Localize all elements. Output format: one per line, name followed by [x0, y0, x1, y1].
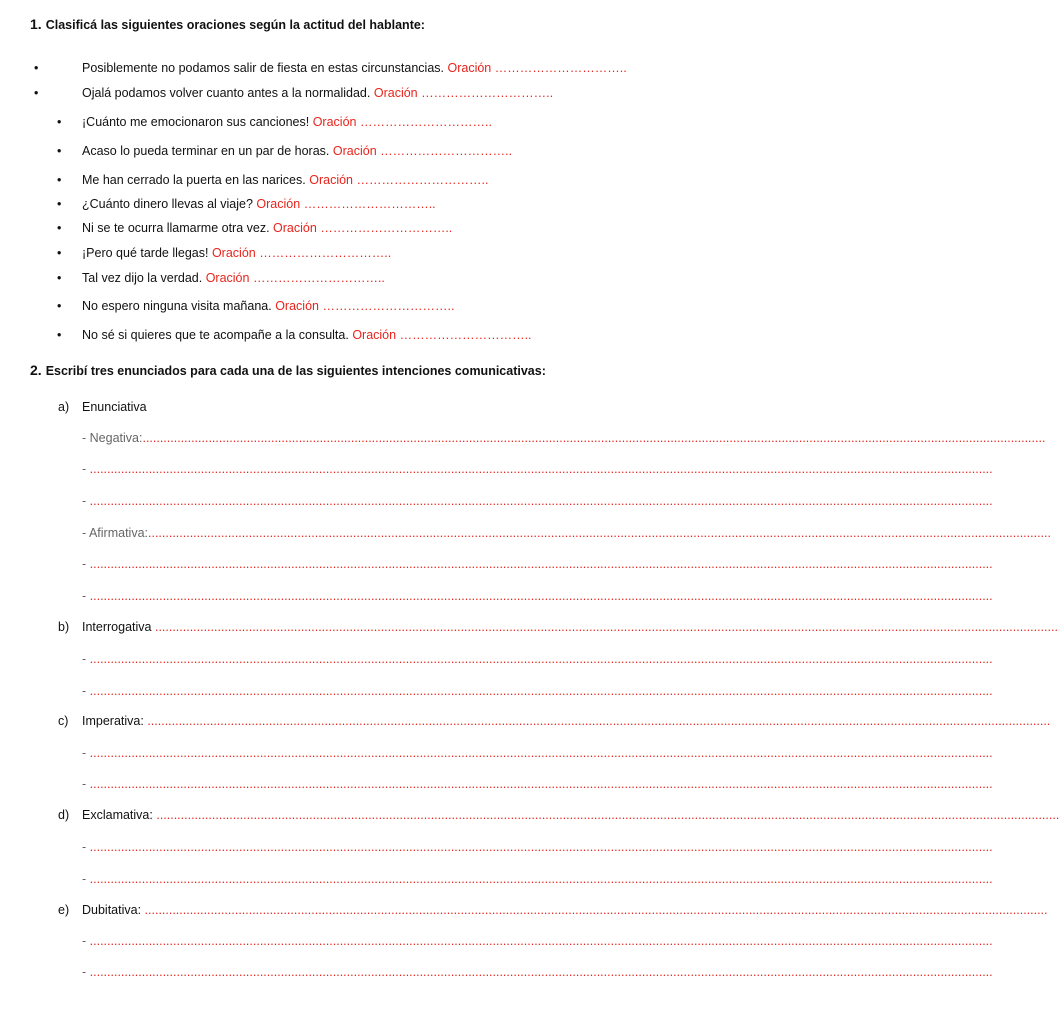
bullet-marker: • [34, 61, 39, 75]
sublabel-afirmativa: Afirmativa: [88, 526, 149, 540]
answer-line[interactable] [82, 777, 993, 791]
sentence-text: Posiblemente no podamos salir de fiesta en estas circunstancias. [82, 61, 444, 75]
sentence-text: No espero ninguna visita mañana. [82, 299, 272, 313]
answer-blank[interactable]: ………………………….. [322, 299, 455, 313]
sentence-text: Ojalá podamos volver cuanto antes a la normalidad. [82, 86, 371, 100]
dash: - [82, 872, 87, 886]
sentence-text: Acaso lo pueda terminar en un par de horas. [82, 144, 330, 158]
answer-blank[interactable]: ………………………….. [320, 221, 453, 235]
answer-blank[interactable]: ………………………….. [380, 144, 513, 158]
answer-label: Oración [273, 221, 317, 235]
answer-line-negativa[interactable] [82, 431, 1046, 445]
section-1-number: 1. [30, 16, 42, 32]
answer-label: Oración [373, 86, 418, 100]
dotted-blank: .................................................................................................................................................................................................................................................................... [144, 903, 1048, 917]
sentence-text: Tal vez dijo la verdad. [82, 271, 203, 285]
sentence-item [82, 61, 627, 75]
category-letter: b) [58, 620, 70, 634]
sentence-text: No sé si quieres que te acompañe a la consulta. [82, 328, 349, 342]
category-label: Exclamativa: [82, 808, 153, 822]
answer-label: Oración [332, 144, 377, 158]
dash: - [82, 840, 87, 854]
section-2-heading [30, 362, 546, 378]
sentence-text: ¿Cuánto dinero llevas al viaje? [82, 197, 253, 211]
dotted-blank: .................................................................................................................................................................................................................................................................... [148, 526, 1051, 540]
bullet-marker: • [57, 173, 62, 187]
answer-blank[interactable]: ………………………….. [359, 115, 492, 129]
answer-line[interactable] [82, 589, 993, 603]
category-label: Enunciativa [82, 400, 147, 414]
dash: - [82, 934, 87, 948]
dotted-blank: .................................................................................................................................................................................................................................................................... [142, 431, 1046, 445]
bullet-marker: • [57, 299, 62, 313]
category-enunciativa [58, 400, 147, 414]
dotted-blank: .................................................................................................................................................................................................................................................................... [89, 557, 993, 571]
dotted-blank: .................................................................................................................................................................................................................................................................... [89, 684, 993, 698]
dotted-blank: .................................................................................................................................................................................................................................................................... [89, 589, 993, 603]
dotted-blank: .................................................................................................................................................................................................................................................................... [89, 872, 993, 886]
bullet-marker: • [57, 246, 62, 260]
dotted-blank: .................................................................................................................................................................................................................................................................... [89, 494, 993, 508]
answer-line[interactable] [82, 462, 993, 476]
bullet-marker: • [57, 271, 62, 285]
sentence-item [82, 328, 532, 342]
dash: - [82, 526, 87, 540]
answer-line[interactable] [82, 684, 993, 698]
bullet-marker: • [57, 328, 62, 342]
sentence-item [82, 173, 488, 187]
answer-blank[interactable]: ………………………….. [252, 271, 385, 285]
answer-blank[interactable]: ………………………….. [399, 328, 532, 342]
dotted-blank: .................................................................................................................................................................................................................................................................... [89, 934, 993, 948]
bullet-marker: • [57, 197, 62, 211]
dash: - [82, 431, 87, 445]
answer-label: Oración [256, 197, 301, 211]
answer-label: Oración [309, 173, 354, 187]
section-1-heading [30, 16, 425, 32]
category-letter: d) [58, 808, 70, 822]
dash: - [82, 494, 87, 508]
answer-blank[interactable]: ………………………….. [303, 197, 436, 211]
category-dubitativa[interactable] [58, 903, 1048, 917]
sentence-item [82, 144, 512, 158]
sentence-item [82, 299, 454, 313]
answer-line[interactable] [82, 746, 993, 760]
sentence-text: Me han cerrado la puerta en las narices. [82, 173, 306, 187]
answer-blank[interactable]: ………………………….. [356, 173, 489, 187]
category-letter: e) [58, 903, 70, 917]
answer-label: Oración [352, 328, 397, 342]
dotted-blank: .................................................................................................................................................................................................................................................................... [89, 746, 993, 760]
dash: - [82, 652, 87, 666]
answer-label: Oración [447, 61, 492, 75]
answer-line[interactable] [82, 494, 993, 508]
answer-line-afirmativa[interactable] [82, 526, 1051, 540]
bullet-marker: • [57, 144, 62, 158]
answer-line[interactable] [82, 965, 993, 979]
sentence-item [82, 221, 452, 235]
category-interrogativa[interactable] [58, 620, 1058, 634]
category-exclamativa[interactable] [58, 808, 1059, 822]
answer-blank[interactable]: ………………………….. [259, 246, 392, 260]
dash: - [82, 462, 87, 476]
dotted-blank: .................................................................................................................................................................................................................................................................... [89, 652, 993, 666]
bullet-marker: • [57, 115, 62, 129]
answer-label: Oración [211, 246, 256, 260]
bullet-marker: • [34, 86, 39, 100]
bullet-marker: • [57, 221, 62, 235]
category-imperativa[interactable] [58, 714, 1051, 728]
answer-line[interactable] [82, 652, 993, 666]
sentence-text: Ni se te ocurra llamarme otra vez. [82, 221, 270, 235]
answer-line[interactable] [82, 872, 993, 886]
sentence-text: ¡Cuánto me emocionaron sus canciones! [82, 115, 310, 129]
sublabel-negativa: Negativa: [89, 431, 143, 445]
dash: - [82, 684, 87, 698]
sentence-text: ¡Pero qué tarde llegas! [82, 246, 209, 260]
section-1-title: Clasificá las siguientes oraciones según la actitud del hablante: [45, 18, 425, 32]
dash: - [82, 965, 87, 979]
dash: - [82, 557, 87, 571]
sentence-item [82, 115, 492, 129]
answer-blank[interactable]: ………………………….. [421, 86, 554, 100]
dash: - [82, 589, 87, 603]
dotted-blank: .................................................................................................................................................................................................................................................................... [89, 777, 993, 791]
answer-line[interactable] [82, 934, 993, 948]
dash: - [82, 777, 87, 791]
answer-label: Oración [312, 115, 357, 129]
answer-label: Oración [205, 271, 250, 285]
dotted-blank: .................................................................................................................................................................................................................................................................... [89, 840, 993, 854]
section-2-number: 2. [30, 362, 42, 378]
answer-blank[interactable]: ………………………….. [494, 61, 627, 75]
dash: - [82, 746, 87, 760]
dotted-blank: .................................................................................................................................................................................................................................................................... [89, 965, 993, 979]
category-label: Interrogativa [82, 620, 152, 634]
dotted-blank: .................................................................................................................................................................................................................................................................... [156, 808, 1059, 822]
dotted-blank: .................................................................................................................................................................................................................................................................... [147, 714, 1051, 728]
sentence-item [82, 86, 553, 100]
category-letter: a) [58, 400, 70, 414]
category-label: Dubitativa: [82, 903, 142, 917]
sentence-item [82, 246, 391, 260]
answer-line[interactable] [82, 840, 993, 854]
section-2-title: Escribí tres enunciados para cada una de las siguientes intenciones comunicativas: [45, 364, 546, 378]
sentence-item [82, 271, 385, 285]
category-label: Imperativa: [82, 714, 144, 728]
answer-label: Oración [275, 299, 319, 313]
dotted-blank: .................................................................................................................................................................................................................................................................... [154, 620, 1058, 634]
sentence-item [82, 197, 436, 211]
answer-line[interactable] [82, 557, 993, 571]
category-letter: c) [58, 714, 69, 728]
dotted-blank: .................................................................................................................................................................................................................................................................... [89, 462, 993, 476]
